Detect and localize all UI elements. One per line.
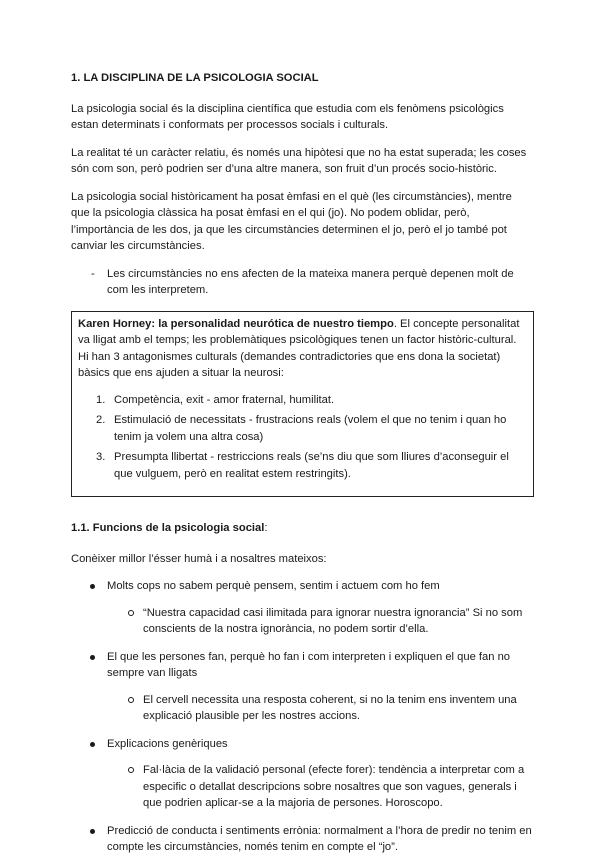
list-item-text: Explicacions genèriques (107, 737, 228, 750)
item-text: Competència, exit - amor fraternal, humilitat. (114, 393, 335, 406)
antagonism-item (78, 392, 527, 409)
list-item-text: Molts cops no sabem perquè pensem, sentim i actuem com ho fem (107, 580, 440, 592)
sub-list-item: El cervell necessita una resposta coherent, si no la tenim ens inventem una explicació plausible per les nostres accions. (107, 692, 533, 725)
list-item (71, 823, 533, 856)
paragraph-history: La psicologia social històricament ha posat èmfasi en el què (les circumstàncies), mentre que la psicologia clàssica ha posat èmfasi en el qui (jo). No podem oblidar, però, l’importància de les dos, ja que les circumstàncies determinen el jo, però el jo també pot canviar les circumstàncies. (71, 190, 512, 252)
subsection-heading (71, 520, 533, 537)
paragraph-reality: La realitat té un caràcter relatiu, és només una hipòtesi que no ha estat superada; les coses són com son, però podrien ser d’una altre manera, son fruit d’un procés socio-històric. (71, 146, 527, 175)
subsection-title: 1.1. Funcions de la psicologia social (71, 522, 265, 534)
item-number: 2. (96, 414, 106, 426)
subsection-intro: Conèixer millor l’ésser humà i a nosaltres mateixos: (71, 552, 327, 565)
sub-list (107, 762, 533, 812)
box-paragraph (78, 316, 527, 382)
antagonism-item (78, 412, 527, 445)
dash-list-item: - Les circumstàncies no ens afecten de la mateixa manera perquè depenen molt de com les interpretem. (71, 266, 533, 299)
section-heading: 1. LA DISCIPLINA DE LA PSICOLOGIA SOCIAL (71, 72, 319, 84)
sub-list-item: “Nuestra capacidad casi ilimitada para ignorar nuestra ignorancia” Si no som conscients de la nostra ignorància, no podem sortir d’ella. (107, 605, 533, 638)
box-text: . El concepte personalitat va lligat amb el temps; les problemàtiques psicològiques tenen un factor històric-cultural. Hi han 3 antagonismes culturals (demandes contradictories que ens dona la societat) bàsics que ens ajuden a situar la neurosi: (78, 317, 520, 379)
item-text: Estimulació de necessitats - frustracions reals (volem el que no tenim i quan ho tenim ja volem una altra cosa) (114, 414, 507, 443)
sub-list (107, 605, 533, 638)
item-text: Presumpta llibertat - restriccions reals (se’ns diu que som lliures d’aconseguir el que vulguem, però en realitat estem restringits). (114, 451, 509, 480)
sub-list-item: Fal·làcia de la validació personal (efecte forer): tendència a interpretar com a especific o detallat descripcions sobre nosaltres que son vagues, generals i que podrien aplicar-se a la majoria de persones. Horoscopo. (107, 762, 533, 812)
item-number: 3. (96, 451, 106, 463)
paragraph-definition: La psicologia social és la disciplina científica que estudia com els fenòmens psicològics estan determinats i conformats per processos socials i culturals. (71, 102, 504, 131)
list-item-text: Predicció de conducta i sentiments errònia: normalment a l’hora de predir no tenim en compte les circumstàncies, només tenim en compte el “jo”. (107, 824, 532, 853)
item-number: 1. (96, 393, 106, 406)
functions-list (71, 578, 533, 856)
list-item (71, 736, 533, 812)
dash-list (71, 266, 533, 299)
list-item (71, 578, 533, 638)
sub-list (107, 692, 533, 725)
karen-horney-box (71, 311, 534, 498)
list-item (71, 649, 533, 725)
list-item-text: El que les persones fan, perquè ho fan i com interpreten i expliquen el que fan no sempre van lligats (107, 650, 511, 679)
antagonisms-list (78, 392, 527, 483)
antagonism-item (78, 449, 527, 482)
box-bold-lead: Karen Horney: la personalidad neurótica de nuestro tiempo (78, 317, 394, 330)
subsection-colon: : (264, 522, 268, 534)
document-page (71, 70, 533, 867)
